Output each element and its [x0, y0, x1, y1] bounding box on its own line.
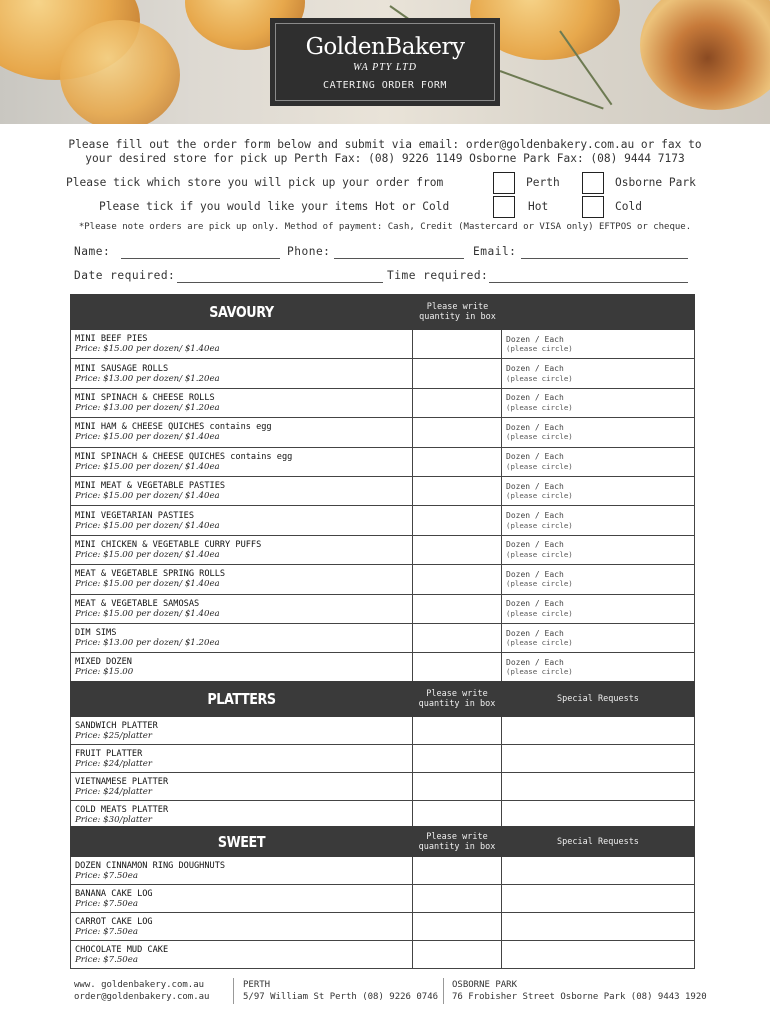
unit-hint: (please circle): [506, 344, 573, 354]
unit-circle-cell[interactable]: [502, 388, 695, 417]
item-name: MINI SPINACH & CHEESE ROLLS: [75, 392, 215, 403]
quantity-hint: Please write quantity in box: [419, 302, 496, 322]
date-label: Date required:: [74, 269, 176, 282]
unit-hint: (please circle): [506, 373, 573, 383]
hot-label: Hot: [528, 200, 549, 213]
unit-hint: (please circle): [506, 608, 573, 618]
item-cell: [71, 565, 413, 594]
quantity-hint: Please write quantity in box: [418, 689, 496, 709]
cold-label: Cold: [615, 200, 642, 213]
unit-label: [502, 658, 694, 677]
item-price: Price: $24/platter: [75, 786, 152, 797]
unit-hint: (please circle): [506, 579, 573, 589]
quantity-input[interactable]: [413, 418, 502, 447]
quantity-input[interactable]: [413, 565, 502, 594]
item-name: BANANA CAKE LOG: [75, 888, 153, 899]
item-price: Price: $30/platter: [75, 814, 152, 825]
logo-subtitle: WA PTY LTD: [353, 62, 417, 73]
item-name: CARROT CAKE LOG: [75, 916, 153, 927]
sweet-title: SWEET: [217, 832, 266, 851]
quantity-input[interactable]: [413, 857, 502, 885]
intro-line-2: your desired store for pick up Perth Fax: (08) 9226 1149 Osborne Park Fax: (08) 9444 7173: [85, 152, 685, 165]
item-price: Price: $13.00 per dozen/ $1.20ea: [75, 638, 220, 649]
savoury-header: [71, 295, 695, 330]
quantity-input[interactable]: [413, 745, 502, 773]
item-price: Price: $7.50ea: [75, 926, 138, 937]
footer-divider: [233, 978, 234, 1004]
unit-options[interactable]: Dozen / Each: [506, 540, 564, 550]
item-price: Price: $13.00 per dozen/ $1.20ea: [75, 373, 220, 384]
unit-hint: (please circle): [506, 491, 573, 501]
item-price: Price: $15.00: [75, 667, 134, 678]
savoury-table: [70, 294, 695, 683]
item-cell: [71, 506, 413, 535]
quantity-input[interactable]: [413, 359, 502, 388]
quantity-input[interactable]: [413, 801, 502, 829]
item-price: Price: $15.00 per dozen/ $1.40ea: [75, 461, 220, 472]
special-requests-input[interactable]: [502, 857, 695, 885]
item-cell: [71, 359, 413, 388]
table-row: [71, 565, 695, 594]
item-name: VIETNAMESE PLATTER: [75, 776, 169, 787]
unit-label: [502, 629, 694, 648]
intro-line-1: Please fill out the order form below and submit via email: order@goldenbakery.com.au or fax to: [68, 138, 702, 151]
table-row: [71, 745, 695, 773]
unit-circle-cell[interactable]: [502, 594, 695, 623]
footer-website-link[interactable]: www. goldenbakery.com.au: [74, 980, 205, 990]
pastry-image: [640, 0, 770, 110]
item-cell: [71, 745, 413, 773]
item-name: MINI SAUSAGE ROLLS: [75, 363, 169, 374]
item-cell: [71, 941, 413, 969]
item-price: Price: $7.50ea: [75, 870, 138, 881]
item-cell: [71, 330, 413, 359]
quantity-input[interactable]: [413, 506, 502, 535]
sweet-hint-cell: [413, 827, 502, 857]
table-row: [71, 594, 695, 623]
item-name: DIM SIMS: [75, 628, 117, 639]
osborne-park-checkbox[interactable]: [582, 172, 604, 194]
quantity-input[interactable]: [413, 885, 502, 913]
item-cell: [71, 535, 413, 564]
quantity-input[interactable]: [413, 773, 502, 801]
item-price: Price: $25/platter: [75, 730, 152, 741]
quantity-input[interactable]: [413, 476, 502, 505]
unit-circle-cell[interactable]: [502, 653, 695, 682]
unit-hint: (please circle): [506, 549, 573, 559]
form-title: CATERING ORDER FORM: [323, 80, 447, 91]
unit-options[interactable]: Dozen / Each: [506, 481, 564, 491]
quantity-input[interactable]: [413, 913, 502, 941]
item-cell: [71, 447, 413, 476]
store-prompt: Please tick which store you will pick up your order from: [66, 176, 444, 189]
savoury-title: SAVOURY: [209, 303, 274, 321]
unit-hint: (please circle): [506, 638, 573, 648]
quantity-input[interactable]: [413, 594, 502, 623]
item-name: MEAT & VEGETABLE SPRING ROLLS: [75, 569, 226, 580]
unit-options[interactable]: Dozen / Each: [506, 628, 564, 638]
item-name: MINI SPINACH & CHEESE QUICHES contains egg: [75, 451, 293, 462]
phone-label: Phone:: [287, 245, 331, 258]
table-row: [71, 359, 695, 388]
footer-osborne: [452, 980, 707, 1003]
footer-divider: [443, 978, 444, 1004]
quantity-input[interactable]: [413, 653, 502, 682]
footer-contact: [74, 980, 209, 1003]
cold-checkbox[interactable]: [582, 196, 604, 218]
item-cell: [71, 623, 413, 652]
pastry-image: [60, 20, 180, 124]
item-cell: [71, 885, 413, 913]
footer-perth-address: 5/97 William St Perth (08) 9226 0746: [243, 991, 439, 1002]
phone-input[interactable]: [334, 258, 464, 259]
item-cell: [71, 653, 413, 682]
item-price: Price: $24/platter: [75, 758, 152, 769]
table-row: [71, 885, 695, 913]
email-input[interactable]: [521, 258, 688, 259]
table-row: [71, 653, 695, 682]
unit-label: [502, 482, 694, 501]
footer-osborne-title: OSBORNE PARK: [452, 980, 518, 990]
table-row: [71, 857, 695, 885]
item-name: MINI BEEF PIES: [75, 334, 148, 345]
intro-text: [0, 138, 770, 166]
item-name: SANDWICH PLATTER: [75, 720, 158, 731]
savoury-title-cell: [71, 295, 413, 330]
unit-circle-cell[interactable]: [502, 418, 695, 447]
item-cell: [71, 773, 413, 801]
quantity-input[interactable]: [413, 535, 502, 564]
hero-banner-image: [0, 0, 770, 124]
item-price: Price: $15.00 per dozen/ $1.40ea: [75, 491, 220, 502]
table-row: [71, 773, 695, 801]
special-requests-input[interactable]: [502, 941, 695, 969]
time-input[interactable]: [489, 282, 688, 283]
unit-label: [502, 423, 694, 442]
quantity-input[interactable]: [413, 623, 502, 652]
platters-title-cell: [71, 682, 413, 717]
item-cell: [71, 857, 413, 885]
item-price: Price: $15.00 per dozen/ $1.40ea: [75, 608, 220, 619]
table-row: [71, 330, 695, 359]
unit-circle-cell[interactable]: [502, 623, 695, 652]
footer-perth-title: PERTH: [243, 980, 271, 990]
sweet-title-cell: [71, 827, 413, 857]
name-label: Name:: [74, 245, 111, 258]
unit-options[interactable]: Dozen / Each: [506, 599, 564, 609]
unit-label: [502, 540, 694, 559]
unit-options[interactable]: Dozen / Each: [506, 452, 564, 462]
item-cell: [71, 388, 413, 417]
unit-label: [502, 335, 694, 354]
unit-circle-cell[interactable]: [502, 359, 695, 388]
platters-title: PLATTERS: [207, 690, 276, 708]
unit-options[interactable]: Dozen / Each: [506, 657, 564, 667]
table-row: [71, 476, 695, 505]
table-row: [71, 717, 695, 745]
item-price: Price: $7.50ea: [75, 954, 138, 965]
item-name: MINI VEGETARIAN PASTIES: [75, 510, 194, 521]
item-name: COLD MEATS PLATTER: [75, 804, 169, 815]
item-cell: [71, 913, 413, 941]
unit-options[interactable]: Dozen / Each: [506, 569, 564, 579]
unit-options[interactable]: Dozen / Each: [506, 511, 564, 521]
logo-box: [270, 18, 500, 106]
table-row: [71, 941, 695, 969]
quantity-input[interactable]: [413, 447, 502, 476]
item-name: MIXED DOZEN: [75, 657, 132, 668]
quantity-hint: Please write quantity in box: [418, 831, 496, 852]
unit-hint: (please circle): [506, 402, 573, 412]
item-cell: [71, 717, 413, 745]
unit-label: [502, 452, 694, 471]
quantity-input[interactable]: [413, 941, 502, 969]
footer-perth: [243, 980, 438, 1003]
footer-osborne-address: 76 Frobisher Street Osborne Park (08) 9443 1920: [452, 991, 707, 1002]
unit-circle-cell[interactable]: [502, 565, 695, 594]
hot-checkbox[interactable]: [493, 196, 515, 218]
item-price: Price: $7.50ea: [75, 898, 138, 909]
unit-options[interactable]: Dozen / Each: [506, 422, 564, 432]
unit-hint: (please circle): [506, 520, 573, 530]
perth-checkbox[interactable]: [493, 172, 515, 194]
item-cell: [71, 594, 413, 623]
item-name: MINI CHICKEN & VEGETABLE CURRY PUFFS: [75, 539, 262, 550]
special-requests-label: Special Requests: [557, 836, 639, 847]
item-price: Price: $13.00 per dozen/ $1.20ea: [75, 402, 220, 413]
item-price: Price: $15.00 per dozen/ $1.40ea: [75, 579, 220, 590]
item-price: Price: $15.00 per dozen/ $1.40ea: [75, 520, 220, 531]
platters-hint-cell: [413, 682, 502, 717]
footer-email-link[interactable]: order@goldenbakery.com.au: [74, 991, 210, 1002]
table-row: [71, 447, 695, 476]
item-cell: [71, 801, 413, 829]
table-row: [71, 535, 695, 564]
special-requests-input[interactable]: [502, 745, 695, 773]
name-input[interactable]: [121, 258, 280, 259]
unit-circle-cell[interactable]: [502, 535, 695, 564]
payment-note: *Please note orders are pick up only. Method of payment: Cash, Credit (Mastercard or VISA only) EFTPOS or cheque.: [78, 222, 692, 232]
unit-label: [502, 511, 694, 530]
date-input[interactable]: [177, 282, 383, 283]
unit-label: [502, 393, 694, 412]
email-label: Email:: [473, 245, 517, 258]
platters-table: [70, 681, 695, 829]
item-name: MEAT & VEGETABLE SAMOSAS: [75, 598, 200, 609]
savoury-hint-cell: [413, 295, 695, 330]
special-requests-input[interactable]: [502, 717, 695, 745]
special-requests-label: Special Requests: [557, 694, 639, 704]
unit-circle-cell[interactable]: [502, 506, 695, 535]
unit-hint: (please circle): [506, 432, 573, 442]
unit-options[interactable]: Dozen / Each: [506, 393, 564, 403]
table-row: [71, 388, 695, 417]
item-cell: [71, 418, 413, 447]
quantity-input[interactable]: [413, 717, 502, 745]
sweet-header: [71, 827, 695, 857]
unit-hint: (please circle): [506, 667, 573, 677]
unit-circle-cell[interactable]: [502, 330, 695, 359]
item-price: Price: $15.00 per dozen/ $1.40ea: [75, 432, 220, 443]
item-price: Price: $15.00 per dozen/ $1.40ea: [75, 344, 220, 355]
quantity-input[interactable]: [413, 388, 502, 417]
sweet-special-cell: [502, 827, 695, 857]
rosemary-image: [500, 70, 604, 110]
item-name: FRUIT PLATTER: [75, 748, 143, 759]
item-name: MINI HAM & CHEESE QUICHES contains egg: [75, 422, 272, 433]
osborne-park-label: Osborne Park: [615, 176, 696, 189]
special-requests-input[interactable]: [502, 885, 695, 913]
item-cell: [71, 476, 413, 505]
temperature-prompt: Please tick if you would like your items Hot or Cold: [99, 200, 450, 213]
unit-label: [502, 570, 694, 589]
platters-special-cell: [502, 682, 695, 717]
item-name: MINI MEAT & VEGETABLE PASTIES: [75, 481, 226, 492]
table-row: [71, 506, 695, 535]
unit-options[interactable]: Dozen / Each: [506, 334, 564, 344]
special-requests-input[interactable]: [502, 801, 695, 829]
unit-label: [502, 599, 694, 618]
unit-hint: (please circle): [506, 461, 573, 471]
platters-header: [71, 682, 695, 717]
table-row: [71, 623, 695, 652]
special-requests-input[interactable]: [502, 913, 695, 941]
unit-circle-cell[interactable]: [502, 476, 695, 505]
sweet-table: [70, 826, 695, 969]
quantity-input[interactable]: [413, 330, 502, 359]
time-label: Time required:: [387, 269, 489, 282]
logo-name: GoldenBakery: [305, 34, 465, 60]
unit-circle-cell[interactable]: [502, 447, 695, 476]
special-requests-input[interactable]: [502, 773, 695, 801]
item-name: DOZEN CINNAMON RING DOUGHNUTS: [75, 860, 226, 871]
item-price: Price: $15.00 per dozen/ $1.40ea: [75, 549, 220, 560]
perth-label: Perth: [526, 176, 560, 189]
table-row: [71, 913, 695, 941]
unit-label: [502, 364, 694, 383]
table-row: [71, 801, 695, 829]
item-name: CHOCOLATE MUD CAKE: [75, 944, 169, 955]
unit-options[interactable]: Dozen / Each: [506, 364, 564, 374]
table-row: [71, 418, 695, 447]
